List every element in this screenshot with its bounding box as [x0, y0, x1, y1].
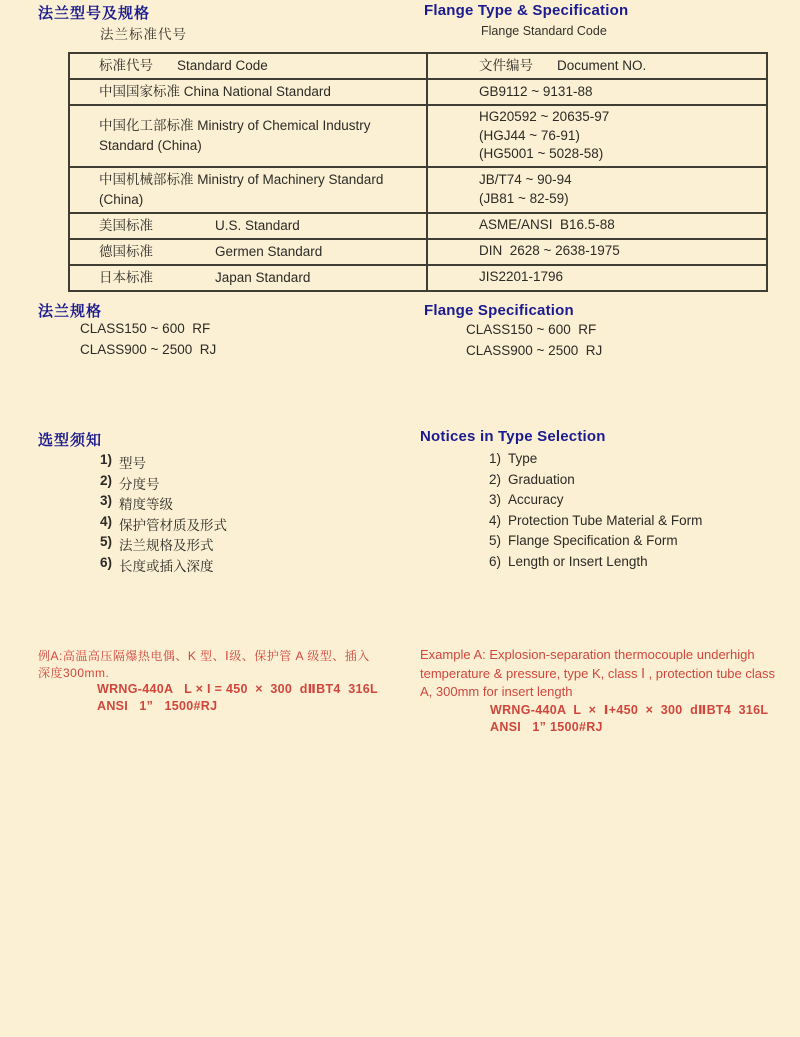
flange-spec-line: CLASS900 ~ 2500 RJ — [80, 342, 217, 357]
item-number: 6) — [100, 554, 113, 570]
item-number: 4) — [100, 513, 113, 529]
list-item — [100, 514, 227, 535]
item-label: 精度等级 — [119, 497, 173, 512]
table-header-col1 — [70, 54, 426, 78]
item-label: Type — [508, 451, 538, 466]
standard-name-en: Japan Standard — [215, 269, 311, 285]
document-no: JB/T74 ~ 90-94 — [479, 172, 572, 187]
notices-title-zh: 选型须知 — [38, 432, 103, 449]
col2-header-en: Document NO. — [557, 57, 647, 73]
list-item — [489, 554, 702, 575]
list-item — [489, 492, 702, 513]
list-item — [489, 513, 702, 534]
list-item — [100, 555, 227, 576]
item-label: Graduation — [508, 471, 575, 487]
table-row — [70, 240, 766, 266]
page-title-zh: 法兰型号及规格 — [38, 5, 151, 22]
document-no: (HGJ44 ~ 76-91) — [479, 127, 580, 143]
document-no: ASME/ANSI B16.5-88 — [479, 217, 615, 233]
document-no: GB9112 ~ 9131-88 — [479, 83, 593, 99]
page-subtitle-en: Flange Standard Code — [481, 24, 607, 38]
example-en-model-code: WRNG-440A L × Ⅰ+450 × 300 dⅡBT4 316L — [490, 703, 769, 717]
table-row — [70, 214, 766, 240]
example-zh-line2: 深度300mm. — [38, 666, 110, 680]
col1-header-en: Standard Code — [177, 58, 268, 73]
item-number: 5) — [100, 534, 113, 549]
item-label: Accuracy — [508, 492, 564, 507]
example-zh-model-code: WRNG-440A L × I = 450 × 300 dⅡBT4 316L — [97, 682, 378, 696]
list-item — [100, 493, 227, 514]
notices-list-zh — [100, 452, 227, 575]
item-number: 1) — [489, 451, 502, 466]
table-header-row — [70, 54, 766, 80]
notices-list-en — [489, 451, 702, 574]
example-en-line2: temperature & pressure, type K, class Ⅰ , protection tube class — [420, 665, 775, 681]
example-zh-line1: 例A:高温高压隔爆热电偶、K 型、Ⅰ级、保护管 A 级型、插入 — [38, 649, 370, 663]
standard-name: (China) — [99, 191, 144, 207]
item-label: Length or Insert Length — [508, 553, 648, 569]
item-label: Protection Tube Material & Form — [508, 512, 703, 528]
item-label: Flange Specification & Form — [508, 533, 678, 548]
notices-title-en: Notices in Type Selection — [420, 428, 606, 445]
example-en-flange-code: ANSI 1” 1500#RJ — [490, 720, 603, 734]
document-no: (JB81 ~ 82-59) — [479, 190, 569, 206]
page-title-en: Flange Type & Specification — [424, 2, 629, 19]
flange-spec-line: CLASS150 ~ 600 RF — [466, 322, 597, 337]
document-no: JIS2201-1796 — [479, 269, 564, 285]
col1-header-zh: 标准代号 — [99, 58, 153, 73]
standard-name-en: Germen Standard — [215, 243, 323, 259]
list-item — [100, 473, 227, 494]
table-row — [70, 266, 766, 292]
standard-name-zh: 美国标准 — [99, 217, 153, 233]
item-number: 4) — [489, 512, 502, 528]
item-number: 3) — [489, 492, 502, 507]
standard-name: 中国国家标准 China National Standard — [99, 84, 331, 99]
page-subtitle-zh: 法兰标准代号 — [100, 27, 187, 42]
item-number: 6) — [489, 553, 502, 569]
document-no: (HG5001 ~ 5028-58) — [479, 146, 604, 161]
list-item — [489, 472, 702, 493]
document-no: HG20592 ~ 20635-97 — [479, 109, 610, 124]
flange-spec-line: CLASS150 ~ 600 RF — [80, 321, 211, 336]
table-header-col2 — [426, 54, 766, 78]
flange-spec-title-zh: 法兰规格 — [38, 303, 103, 320]
table-row — [70, 106, 766, 168]
col2-header-zh: 文件编号 — [479, 57, 533, 73]
standard-name: 中国机械部标准 Ministry of Machinery Standard — [99, 171, 384, 187]
item-number: 2) — [100, 472, 113, 488]
item-number: 3) — [100, 493, 113, 508]
item-number: 2) — [489, 471, 502, 487]
standard-name-zh: 德国标准 — [99, 243, 153, 259]
standard-name-en: U.S. Standard — [215, 217, 300, 233]
table-row — [70, 80, 766, 106]
document-no: DIN 2628 ~ 2638-1975 — [479, 243, 620, 259]
item-label: 分度号 — [119, 476, 160, 492]
list-item — [100, 534, 227, 555]
standard-name: Standard (China) — [99, 137, 202, 153]
example-en-line3: A, 300mm for insert length — [420, 684, 573, 699]
standard-name-zh: 日本标准 — [99, 269, 153, 285]
item-label: 型号 — [119, 456, 146, 471]
flange-standards-table — [68, 52, 768, 292]
standard-name: 中国化工部标准 Ministry of Chemical Industry — [99, 117, 371, 133]
item-number: 1) — [100, 452, 113, 467]
table-row — [70, 168, 766, 214]
flange-spec-title-en: Flange Specification — [424, 302, 574, 319]
example-zh-flange-code: ANSI 1” 1500#RJ — [97, 699, 218, 713]
item-label: 法兰规格及形式 — [119, 538, 214, 553]
list-item — [489, 533, 702, 554]
flange-spec-line: CLASS900 ~ 2500 RJ — [466, 343, 603, 358]
list-item — [100, 452, 227, 473]
item-label: 长度或插入深度 — [119, 558, 214, 574]
example-en-line1: Example A: Explosion-separation thermocouple underhigh — [420, 647, 755, 662]
list-item — [489, 451, 702, 472]
item-number: 5) — [489, 533, 502, 548]
item-label: 保护管材质及形式 — [119, 517, 227, 533]
